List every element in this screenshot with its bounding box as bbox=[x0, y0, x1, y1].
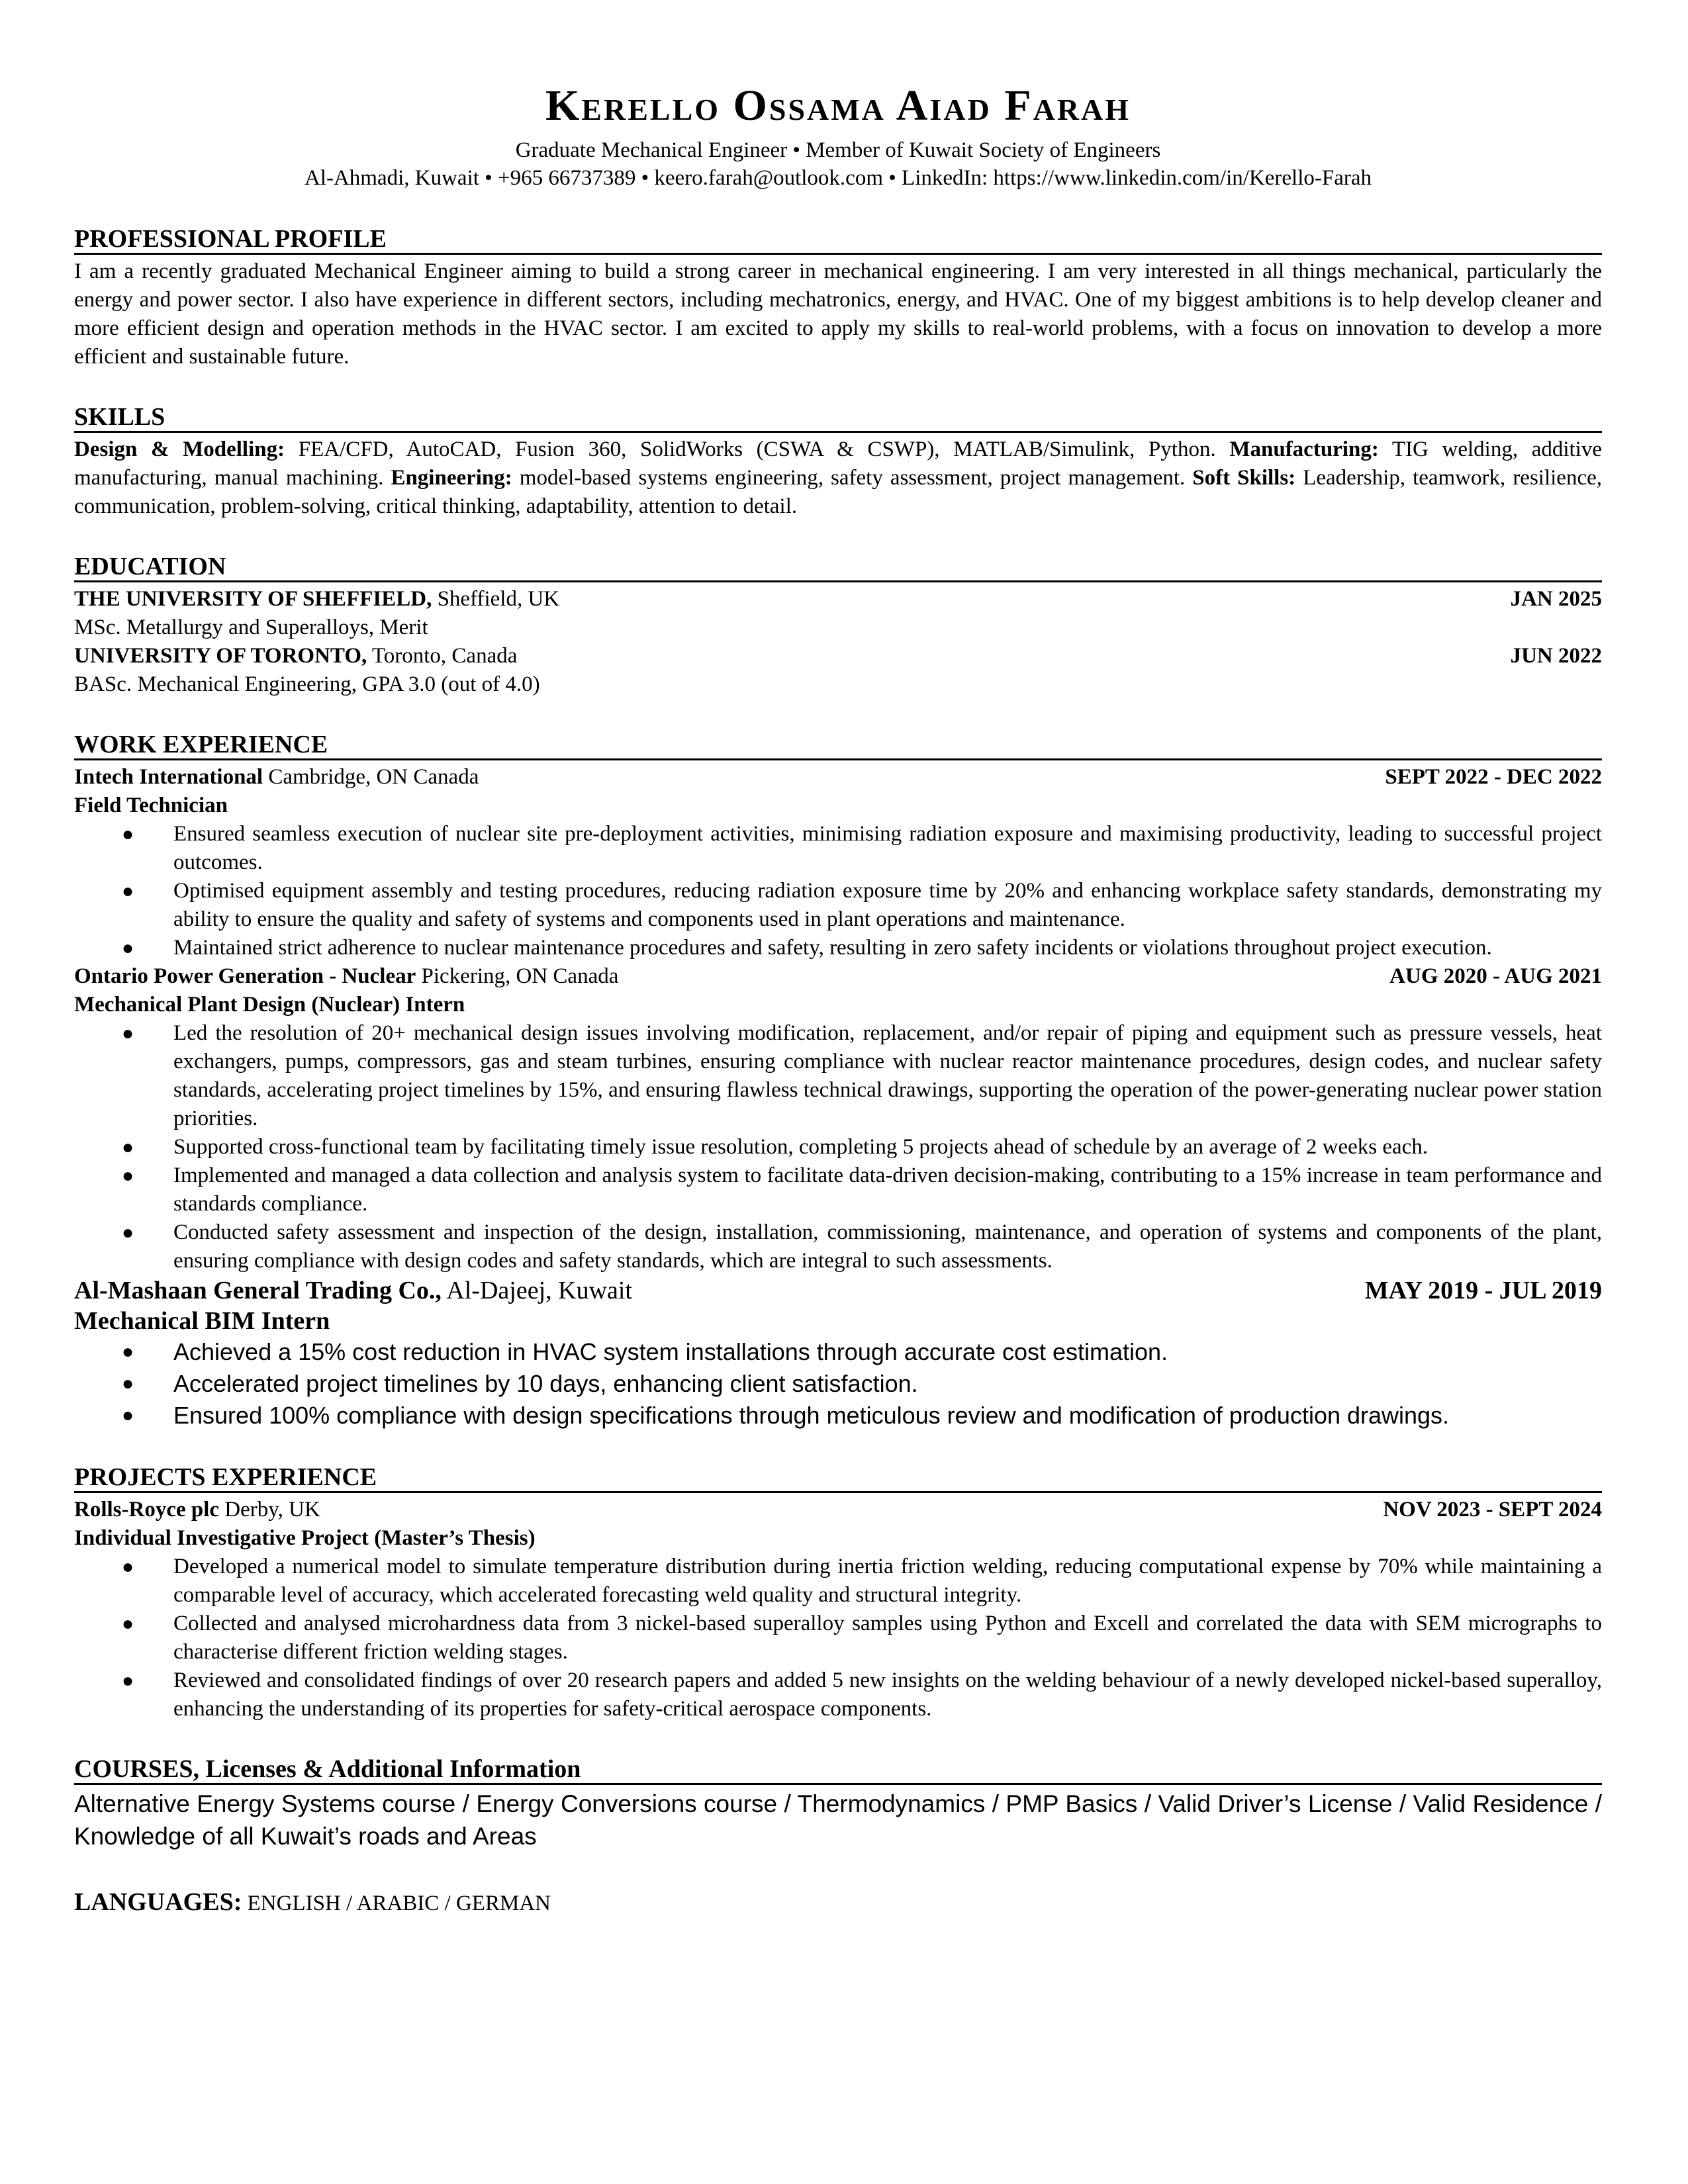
bullet-icon: ● bbox=[122, 823, 134, 845]
skills-manufacturing-text: TIG welding, additive manufacturing, manual machining. bbox=[74, 437, 1603, 490]
education-entry-heading bbox=[74, 642, 1602, 670]
school-location: Sheffield, UK bbox=[432, 587, 560, 611]
bullet-item bbox=[74, 1218, 1602, 1275]
skills-text bbox=[74, 435, 1602, 521]
bullet-text: Maintained strict adherence to nuclear maintenance procedures and safety, resulting in zero safety incidents or violations throughout project execution. bbox=[173, 936, 1492, 960]
languages-label: LANGUAGES: bbox=[74, 1888, 242, 1916]
bullet-text: Achieved a 15% cost reduction in HVAC system installations through accurate cost estimation. bbox=[173, 1338, 1168, 1365]
languages-values: ENGLISH / ARABIC / GERMAN bbox=[242, 1891, 551, 1915]
skills-manufacturing-label: Manufacturing: bbox=[1229, 437, 1379, 461]
bullet-item bbox=[74, 1368, 1602, 1400]
job-date: MAY 2019 - JUL 2019 bbox=[1364, 1277, 1602, 1304]
degree-text: BASc. Mechanical Engineering, GPA 3.0 (out of 4.0) bbox=[74, 672, 540, 696]
bullet-icon: ● bbox=[122, 1404, 134, 1426]
skills-section bbox=[74, 403, 1602, 521]
company-name: Intech International bbox=[74, 765, 263, 789]
bullet-text: Ensured seamless execution of nuclear site pre-deployment activities, minimising radiation exposure and maximising productivity, leading to successful project outcomes. bbox=[173, 822, 1602, 874]
bullet-text: Supported cross-functional team by facilitating timely issue resolution, completing 5 projects ahead of schedule by an average of 2 weeks each. bbox=[173, 1135, 1429, 1159]
job-date: SEPT 2022 - DEC 2022 bbox=[1385, 765, 1602, 789]
work-heading: WORK EXPERIENCE bbox=[74, 731, 1602, 760]
education-heading: EDUCATION bbox=[74, 553, 1602, 582]
school-location: Toronto, Canada bbox=[367, 644, 518, 668]
project-company: Rolls-Royce plc bbox=[74, 1498, 220, 1522]
school-name: THE UNIVERSITY OF SHEFFIELD, bbox=[74, 587, 432, 611]
skills-engineering-label: Engineering: bbox=[391, 466, 512, 490]
candidate-contact: Al-Ahmadi, Kuwait • +965 66737389 • keero.farah@outlook.com • LinkedIn: https://www.linkedin.com/in/Kerello-Farah bbox=[304, 166, 1372, 190]
bullet-icon: ● bbox=[122, 1556, 134, 1578]
work-section bbox=[74, 731, 1602, 1432]
project-location: Derby, UK bbox=[219, 1498, 320, 1522]
bullet-icon: ● bbox=[122, 1136, 134, 1158]
bullet-text: Developed a numerical model to simulate temperature distribution during inertia friction welding, reducing computational expense by 70% while maintaining a comparable level of accuracy, which accelerated forecasting weld quality and structural integrity. bbox=[173, 1555, 1602, 1607]
skills-design-label: Design & Modelling: bbox=[74, 437, 285, 461]
bullet-icon: ● bbox=[122, 880, 134, 902]
bullet-item bbox=[74, 934, 1602, 962]
bullet-icon: ● bbox=[122, 1373, 134, 1394]
bullet-text: Conducted safety assessment and inspection of the design, installation, commissioning, maintenance, and operation of systems and components of the plant, ensuring compliance with design codes and safety standards, which are integral to such assessments. bbox=[173, 1220, 1602, 1273]
bullet-item bbox=[74, 1610, 1602, 1666]
courses-text: Alternative Energy Systems course / Energy Conversions course / Thermodynamics / PMP Basics / Valid Driver’s License / Valid Residence / Knowledge of all Kuwait’s roads and Areas bbox=[74, 1790, 1602, 1850]
bullet-text: Ensured 100% compliance with design specifications through meticulous review and modification of production drawings. bbox=[173, 1402, 1450, 1429]
bullet-text: Led the resolution of 20+ mechanical design issues involving modification, replacement, and/or repair of piping and equipment such as pressure vessels, heat exchangers, pumps, compressors, gas and steam turbines, ensuring compliance with nuclear reactor maintenance procedures, design codes, and nuclear safety standards, accelerating project timelines by 15%, and ensuring flawless technical drawings, supporting the operation of the power-generating nuclear power station priorities. bbox=[173, 1021, 1602, 1130]
job-heading bbox=[74, 763, 1602, 792]
job-role: Mechanical BIM Intern bbox=[74, 1307, 330, 1335]
job-role: Field Technician bbox=[74, 794, 228, 817]
profile-text: I am a recently graduated Mechanical Engineer aiming to build a strong career in mechanical engineering. I am very interested in all things mechanical, particularly the energy and power sector. I also have experience in different sectors, including mechatronics, energy, and HVAC. One of my biggest ambitions is to help develop cleaner and more efficient design and operation methods in the HVAC sector. I am excited to apply my skills to real-world problems, with a focus on innovation to develop a more efficient and sustainable future. bbox=[74, 259, 1602, 369]
education-date: JAN 2025 bbox=[1510, 587, 1602, 611]
candidate-subtitle: Graduate Mechanical Engineer • Member of Kuwait Society of Engineers bbox=[515, 138, 1161, 162]
candidate-name: Kerello Ossama Aiad Farah bbox=[545, 81, 1131, 130]
skills-soft-label: Soft Skills: bbox=[1192, 466, 1296, 490]
job-heading bbox=[74, 1275, 1602, 1306]
bullet-item bbox=[74, 877, 1602, 934]
bullet-item bbox=[74, 1161, 1602, 1218]
bullet-item bbox=[74, 1553, 1602, 1610]
bullet-item bbox=[74, 1336, 1602, 1368]
bullet-icon: ● bbox=[122, 1613, 134, 1635]
job-date: AUG 2020 - AUG 2021 bbox=[1389, 964, 1602, 988]
education-entry-heading bbox=[74, 585, 1602, 614]
profile-heading: PROFESSIONAL PROFILE bbox=[74, 225, 1602, 255]
project-heading bbox=[74, 1496, 1602, 1524]
job-bullets bbox=[74, 1019, 1602, 1275]
bullet-item bbox=[74, 820, 1602, 877]
languages-line bbox=[74, 1887, 1602, 1919]
skills-engineering-text: model-based systems engineering, safety assessment, project management. bbox=[512, 466, 1193, 490]
education-section bbox=[74, 553, 1602, 699]
job-bullets bbox=[74, 820, 1602, 962]
project-bullets bbox=[74, 1553, 1602, 1723]
bullet-icon: ● bbox=[122, 1670, 134, 1692]
job-role: Mechanical Plant Design (Nuclear) Intern bbox=[74, 993, 465, 1017]
bullet-icon: ● bbox=[122, 1341, 134, 1363]
bullet-item bbox=[74, 1666, 1602, 1723]
bullet-text: Collected and analysed microhardness data from 3 nickel-based superalloy samples using Python and Excell and correlated the data with SEM micrographs to characterise different friction welding stages. bbox=[173, 1612, 1602, 1664]
bullet-text: Accelerated project timelines by 10 days, enhancing client satisfaction. bbox=[173, 1370, 918, 1397]
company-name: Ontario Power Generation - Nuclear bbox=[74, 964, 416, 988]
bullet-text: Reviewed and consolidated findings of over 20 research papers and added 5 new insights on the welding behaviour of a newly developed nickel-based superalloy, enhancing the understanding of its properties for safety-critical aerospace components. bbox=[173, 1668, 1602, 1721]
bullet-icon: ● bbox=[122, 937, 134, 959]
bullet-item bbox=[74, 1019, 1602, 1133]
company-location: Cambridge, ON Canada bbox=[263, 765, 479, 789]
bullet-icon: ● bbox=[122, 1222, 134, 1244]
company-name: Al-Mashaan General Trading Co., bbox=[74, 1277, 442, 1304]
skills-heading: SKILLS bbox=[74, 403, 1602, 433]
school-name: UNIVERSITY OF TORONTO, bbox=[74, 644, 367, 668]
company-location: Pickering, ON Canada bbox=[416, 964, 619, 988]
skills-soft-text: Leadership, teamwork, resilience, communication, problem-solving, critical thinking, adaptability, attention to detail. bbox=[74, 466, 1602, 518]
profile-section bbox=[74, 225, 1602, 371]
job-bullets bbox=[74, 1336, 1602, 1432]
project-role: Individual Investigative Project (Master’s Thesis) bbox=[74, 1526, 536, 1550]
bullet-text: Optimised equipment assembly and testing procedures, reducing radiation exposure time by 20% and enhancing workplace safety standards, demonstrating my ability to ensure the quality and safety of systems and components used in plant operations and maintenance. bbox=[173, 879, 1602, 931]
skills-design-text: FEA/CFD, AutoCAD, Fusion 360, SolidWorks (CSWA & CSWP), MATLAB/Simulink, Python. bbox=[285, 437, 1230, 461]
project-date: NOV 2023 - SEPT 2024 bbox=[1383, 1498, 1602, 1522]
courses-heading: COURSES, Licenses & Additional Information bbox=[74, 1755, 1602, 1785]
bullet-text: Implemented and managed a data collection and analysis system to facilitate data-driven decision-making, contributing to a 15% increase in team performance and standards compliance. bbox=[173, 1163, 1602, 1216]
education-date: JUN 2022 bbox=[1510, 644, 1602, 668]
projects-heading: PROJECTS EXPERIENCE bbox=[74, 1463, 1602, 1493]
bullet-icon: ● bbox=[122, 1165, 134, 1187]
bullet-icon: ● bbox=[122, 1023, 134, 1044]
degree-text: MSc. Metallurgy and Superalloys, Merit bbox=[74, 615, 428, 639]
job-heading bbox=[74, 962, 1602, 991]
projects-section bbox=[74, 1463, 1602, 1723]
courses-section bbox=[74, 1755, 1602, 1852]
bullet-item bbox=[74, 1400, 1602, 1432]
company-location: Al-Dajeej, Kuwait bbox=[441, 1277, 632, 1304]
resume-page bbox=[74, 79, 1602, 1919]
bullet-item bbox=[74, 1133, 1602, 1161]
